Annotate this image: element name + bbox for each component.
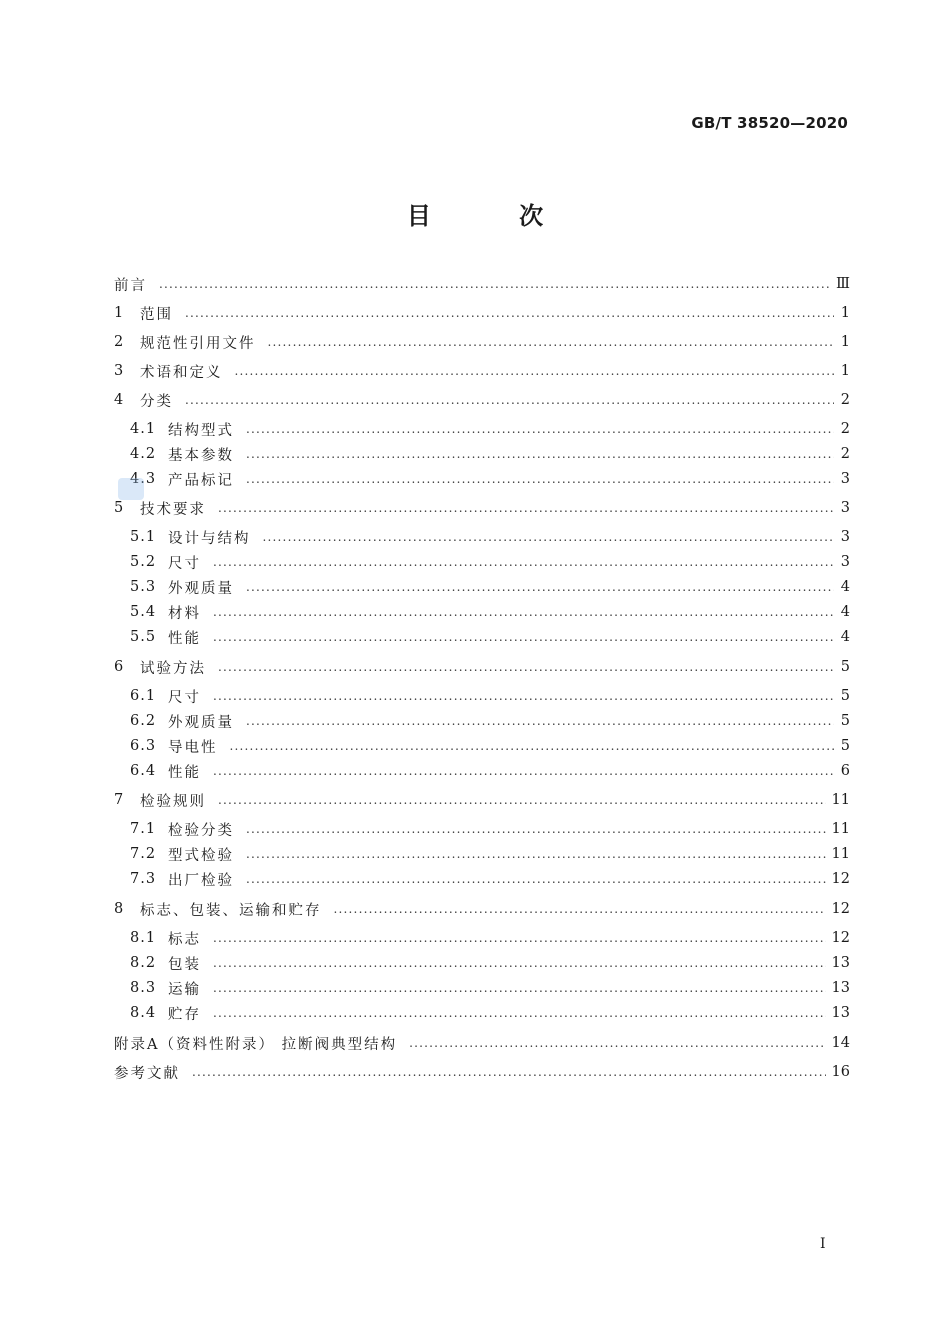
toc-entry-label: 检验分类 xyxy=(168,822,234,839)
toc-entry-number: 5.4 xyxy=(130,604,157,620)
toc-entry-label: 贮存 xyxy=(168,1006,201,1023)
dot-leader xyxy=(218,793,826,807)
toc-entry-number: 3 xyxy=(114,363,125,379)
toc-entry-page: 3 xyxy=(840,500,850,516)
toc-entry-number: 5.3 xyxy=(130,579,157,595)
toc-entry[interactable] xyxy=(130,525,850,549)
toc-entry-label: 检验规则 xyxy=(140,793,206,810)
toc-entry-label: 参考文献 xyxy=(114,1065,180,1082)
dot-leader xyxy=(246,472,834,486)
toc-entry-label: 材料 xyxy=(168,605,201,622)
toc-entry-label: 尺寸 xyxy=(168,689,201,706)
toc-entry-page: 14 xyxy=(831,1035,850,1051)
toc-entry-page: 5 xyxy=(840,738,850,754)
toc-entry-label: 设计与结构 xyxy=(168,530,251,547)
toc-entry-number: 6.1 xyxy=(130,688,157,704)
toc-entry-page: 4 xyxy=(840,604,850,620)
toc-entry-number: 8.1 xyxy=(130,930,157,946)
toc-entry-page: 11 xyxy=(831,846,850,862)
toc-entry-label: 规范性引用文件 xyxy=(140,335,256,352)
dot-leader xyxy=(213,956,826,970)
dot-leader xyxy=(218,660,834,674)
toc-entry-page: 2 xyxy=(840,421,850,437)
toc-entry-number: 6 xyxy=(114,659,125,675)
toc-entry-page: 1 xyxy=(840,305,850,321)
toc-entry-label: 分类 xyxy=(140,393,173,410)
toc-entry[interactable] xyxy=(114,359,850,383)
toc-entry-label: 结构型式 xyxy=(168,422,234,439)
toc-entry-label: 术语和定义 xyxy=(140,364,223,381)
dot-leader xyxy=(213,689,834,703)
toc-entry-number: 7.1 xyxy=(130,821,157,837)
toc-entry-number: 6.3 xyxy=(130,738,157,754)
dot-leader xyxy=(218,501,834,515)
toc-entry[interactable] xyxy=(114,301,850,325)
dot-leader xyxy=(334,902,826,916)
toc-entry[interactable] xyxy=(130,734,850,758)
dot-leader xyxy=(213,1006,826,1020)
dot-leader xyxy=(246,872,826,886)
toc-entry-number: 4 xyxy=(114,392,125,408)
dot-leader xyxy=(213,764,834,778)
toc-entry[interactable] xyxy=(130,842,850,866)
dot-leader xyxy=(213,555,834,569)
toc-entry-page: 1 xyxy=(840,334,850,350)
standard-number: GB/T 38520—2020 xyxy=(691,114,848,132)
dot-leader xyxy=(230,739,835,753)
toc-entry-label: 标志 xyxy=(168,931,201,948)
toc-entry[interactable] xyxy=(130,1001,850,1025)
toc-entry-number: 5.5 xyxy=(130,629,157,645)
toc-entry[interactable] xyxy=(114,655,850,679)
toc-entry-label: 技术要求 xyxy=(140,501,206,518)
toc-entry-label: 前言 xyxy=(114,277,147,294)
toc-entry-number: 6.4 xyxy=(130,763,157,779)
toc-entry-label: 包装 xyxy=(168,956,201,973)
page-title: 目 次 xyxy=(406,202,584,230)
toc-entry-page: 4 xyxy=(840,579,850,595)
toc-entry-number: 8.3 xyxy=(130,980,157,996)
toc-entry-page: 12 xyxy=(831,871,850,887)
toc-entry-number: 6.2 xyxy=(130,713,157,729)
toc-entry-page: 11 xyxy=(831,821,850,837)
dot-leader xyxy=(159,277,830,291)
toc-entry-label: 性能 xyxy=(168,764,201,781)
toc-entry-label: 产品标记 xyxy=(168,472,234,489)
toc-entry-number: 8.4 xyxy=(130,1005,157,1021)
toc-entry-label: 附录A（资料性附录） 拉断阀典型结构 xyxy=(114,1036,398,1053)
dot-leader xyxy=(213,981,826,995)
toc-entry-number: 7 xyxy=(114,792,125,808)
toc-entry[interactable] xyxy=(130,600,850,624)
toc-entry-page: 3 xyxy=(840,529,850,545)
toc-entry-label: 标志、包装、运输和贮存 xyxy=(140,902,322,919)
toc-entry-page: 13 xyxy=(831,980,850,996)
toc-entry-label: 外观质量 xyxy=(168,580,234,597)
toc-entry[interactable] xyxy=(130,976,850,1000)
dot-leader xyxy=(213,605,834,619)
toc-entry[interactable] xyxy=(130,467,850,491)
toc-entry-label: 范围 xyxy=(140,306,173,323)
toc-entry-number: 7.3 xyxy=(130,871,157,887)
dot-leader xyxy=(246,822,826,836)
toc-entry[interactable] xyxy=(130,625,850,649)
toc-entry-page: 5 xyxy=(840,659,850,675)
toc-entry[interactable] xyxy=(114,330,850,354)
toc-entry-page: 6 xyxy=(840,763,850,779)
dot-leader xyxy=(409,1036,825,1050)
toc-entry[interactable] xyxy=(130,684,850,708)
toc-entry-number: 5.1 xyxy=(130,529,157,545)
toc-entry[interactable] xyxy=(130,867,850,891)
toc-entry-page: 5 xyxy=(840,713,850,729)
toc-entry[interactable] xyxy=(114,388,850,412)
dot-leader xyxy=(185,306,834,320)
toc-entry-page: 3 xyxy=(840,554,850,570)
toc-entry-number: 4.2 xyxy=(130,446,157,462)
toc-entry[interactable] xyxy=(114,788,850,812)
dot-leader xyxy=(263,530,835,544)
toc-entry[interactable] xyxy=(130,759,850,783)
dot-leader xyxy=(213,630,834,644)
toc-entry-number: 1 xyxy=(114,305,125,321)
toc-entry-number: 4.1 xyxy=(130,421,157,437)
dot-leader xyxy=(246,714,834,728)
toc-entry-label: 导电性 xyxy=(168,739,218,756)
toc-entry-page: 11 xyxy=(831,792,850,808)
toc-entry-page: 5 xyxy=(840,688,850,704)
dot-leader xyxy=(246,847,826,861)
toc-entry[interactable] xyxy=(130,575,850,599)
toc-entry[interactable] xyxy=(114,1031,850,1055)
toc-entry[interactable] xyxy=(130,951,850,975)
dot-leader xyxy=(213,931,826,945)
dot-leader xyxy=(246,580,834,594)
toc-entry-number: 2 xyxy=(114,334,125,350)
dot-leader xyxy=(185,393,834,407)
toc-entry[interactable] xyxy=(114,272,850,296)
toc-entry[interactable] xyxy=(130,817,850,841)
dot-leader xyxy=(235,364,835,378)
toc-entry-number: 5 xyxy=(114,500,125,516)
toc-entry-number: 7.2 xyxy=(130,846,157,862)
toc-entry-page: Ⅲ xyxy=(836,276,850,292)
page-number: I xyxy=(820,1236,826,1252)
toc-entry-page: 4 xyxy=(840,629,850,645)
toc-entry[interactable] xyxy=(114,897,850,921)
toc-entry-number: 8.2 xyxy=(130,955,157,971)
toc-entry-number: 4.3 xyxy=(130,471,157,487)
dot-leader xyxy=(192,1065,826,1079)
toc-entry-page: 2 xyxy=(840,392,850,408)
toc-entry-page: 13 xyxy=(831,1005,850,1021)
toc-entry-page: 16 xyxy=(831,1064,850,1080)
dot-leader xyxy=(246,422,834,436)
toc-entry-label: 运输 xyxy=(168,981,201,998)
dot-leader xyxy=(246,447,834,461)
dot-leader xyxy=(268,335,835,349)
toc-entry[interactable] xyxy=(130,926,850,950)
watermark-icon xyxy=(118,478,144,500)
toc-entry-label: 出厂检验 xyxy=(168,872,234,889)
toc-entry-label: 性能 xyxy=(168,630,201,647)
toc-entry-page: 3 xyxy=(840,471,850,487)
toc-entry-label: 试验方法 xyxy=(140,660,206,677)
toc-entry[interactable] xyxy=(130,709,850,733)
toc-entry-page: 12 xyxy=(831,901,850,917)
toc-entry-page: 12 xyxy=(831,930,850,946)
toc-entry[interactable] xyxy=(114,1060,850,1084)
toc-entry-page: 1 xyxy=(840,363,850,379)
toc-entry-label: 型式检验 xyxy=(168,847,234,864)
toc-entry-number: 8 xyxy=(114,901,125,917)
toc-entry[interactable] xyxy=(130,550,850,574)
toc-entry[interactable] xyxy=(130,442,850,466)
toc-entry-label: 尺寸 xyxy=(168,555,201,572)
toc-entry[interactable] xyxy=(130,417,850,441)
toc-entry[interactable] xyxy=(114,496,850,520)
toc-entry-label: 外观质量 xyxy=(168,714,234,731)
toc-entry-page: 2 xyxy=(840,446,850,462)
toc-entry-label: 基本参数 xyxy=(168,447,234,464)
toc-entry-number: 5.2 xyxy=(130,554,157,570)
toc-entry-page: 13 xyxy=(831,955,850,971)
